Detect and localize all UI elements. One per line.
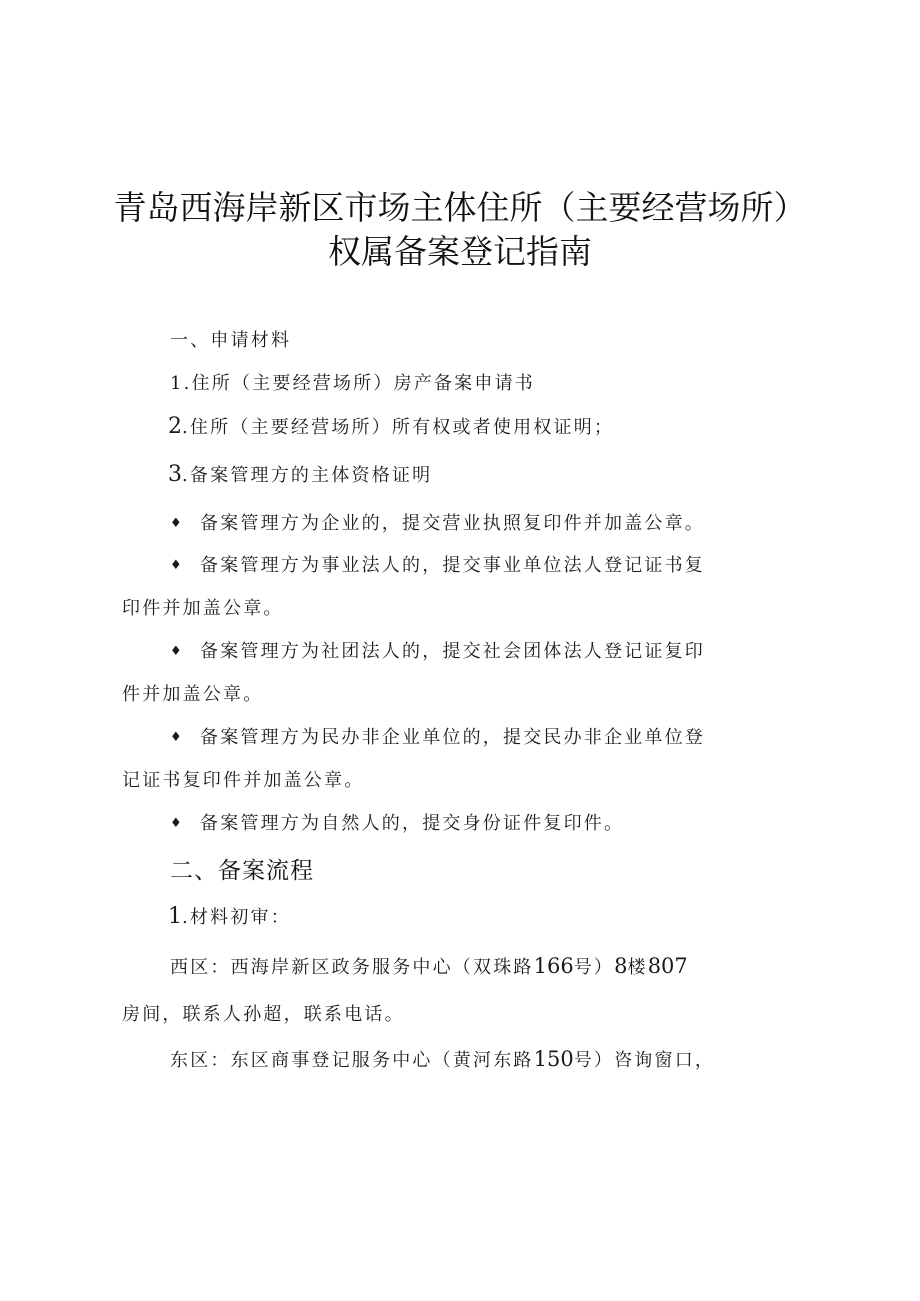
bullet-item-natural-person — [170, 809, 624, 835]
material-item-3-text: .备案管理方的主体资格证明 — [182, 465, 433, 486]
west-district-road-number: 166 — [533, 954, 574, 978]
diamond-bullet-icon: ♦ — [170, 516, 184, 531]
west-district-floor-number: 8 — [614, 954, 628, 978]
material-item-3-number: 3 — [168, 462, 182, 487]
section-heading-materials: 一、申请材料 — [170, 330, 292, 351]
bullet-item-institution — [170, 551, 705, 577]
process-step-1-number: 1 — [168, 904, 182, 929]
bullet-text: 备案管理方为事业法人的，提交事业单位法人登记证书复 — [200, 555, 705, 576]
west-district-info-continued: 房间，联系人孙超，联系电话。 — [122, 1004, 405, 1025]
west-district-text: 号） — [573, 957, 615, 978]
west-district-text: 楼 — [627, 957, 648, 978]
document-title-line-2: 权属备案登记指南 — [328, 232, 592, 271]
west-district-room-number: 807 — [647, 954, 688, 978]
material-item-2 — [168, 413, 614, 439]
bullet-item-social-organization — [170, 637, 705, 663]
east-district-text: 东区：东区商事登记服务中心（黄河东路 — [170, 1050, 534, 1071]
process-step-1 — [168, 903, 291, 929]
document-title-line-1: 青岛西海岸新区市场主体住所（主要经营场所） — [113, 188, 807, 227]
bullet-item-social-organization-continued: 件并加盖公章。 — [122, 684, 264, 705]
bullet-item-enterprise — [170, 509, 705, 535]
material-item-3 — [168, 461, 432, 487]
section-heading-process: 二、备案流程 — [170, 858, 314, 884]
diamond-bullet-icon: ♦ — [170, 730, 184, 745]
east-district-text: 号）咨询窗口， — [573, 1050, 716, 1071]
bullet-item-private-non-enterprise — [170, 723, 705, 749]
bullet-text: 备案管理方为民办非企业单位的，提交民办非企业单位登 — [200, 727, 705, 748]
material-item-2-number: 2 — [168, 414, 182, 439]
diamond-bullet-icon: ♦ — [170, 816, 184, 831]
west-district-text: 西区：西海岸新区政务服务中心（双珠路 — [170, 957, 534, 978]
bullet-item-institution-continued: 印件并加盖公章。 — [122, 598, 284, 619]
east-district-road-number: 150 — [533, 1047, 574, 1071]
bullet-text: 备案管理方为企业的，提交营业执照复印件并加盖公章。 — [200, 513, 705, 534]
material-item-2-text: .住所（主要经营场所）所有权或者使用权证明； — [182, 417, 615, 438]
bullet-text: 备案管理方为自然人的，提交身份证件复印件。 — [200, 813, 625, 834]
process-step-1-text: .材料初审： — [182, 907, 291, 928]
material-item-1: 1.住所（主要经营场所）房产备案申请书 — [170, 373, 535, 394]
east-district-info — [170, 1046, 715, 1072]
bullet-item-private-non-enterprise-continued: 记证书复印件并加盖公章。 — [122, 770, 365, 791]
bullet-text: 备案管理方为社团法人的，提交社会团体法人登记证复印 — [200, 641, 705, 662]
diamond-bullet-icon: ♦ — [170, 558, 184, 573]
diamond-bullet-icon: ♦ — [170, 644, 184, 659]
west-district-info — [170, 953, 688, 979]
